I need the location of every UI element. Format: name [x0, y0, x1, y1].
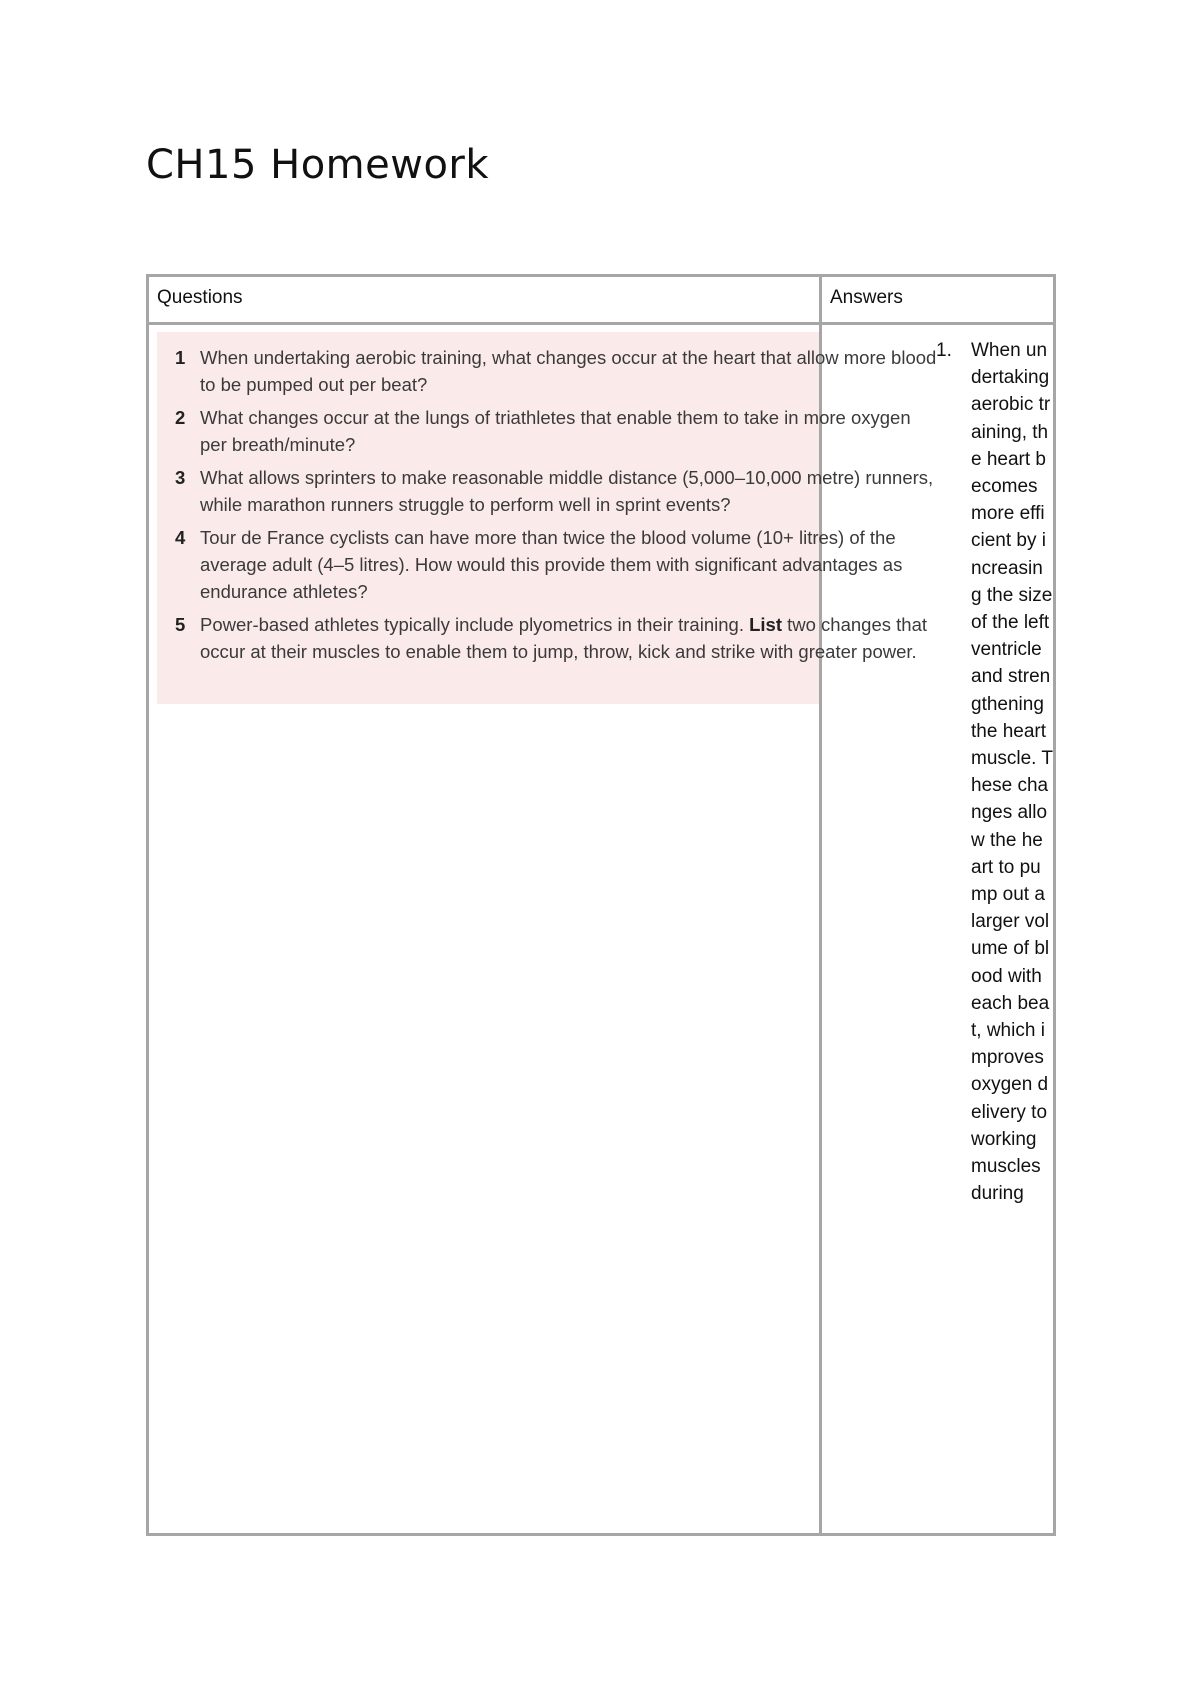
questions-header: Questions: [157, 287, 243, 308]
answer-text[interactable]: When undertaking aerobic training, the heart becomes more efficient by increasing the size of the left ventricle and strengthening the heart muscle. These changes allow the heart to pump out a larger volume of blood with each beat, which improves oxygen delivery to working muscles during: [971, 340, 1054, 1205]
question-number: 1: [175, 347, 186, 368]
page-title: CH15 Homework: [146, 142, 490, 188]
question-text-part: two changes that occur at their muscles to enable them to jump, throw, kick and strike with greater power.: [200, 614, 927, 662]
question-list: [157, 332, 937, 665]
question-text: What changes occur at the lungs of triathletes that enable them to take in more oxygen per breath/minute?: [200, 407, 911, 455]
question-number: 2: [175, 407, 186, 428]
question-text: Tour de France cyclists can have more than twice the blood volume (10+ litres) of the average adult (4–5 litres). How would this provide them with significant advantages as endurance athletes?: [200, 527, 903, 602]
answer-cell[interactable]: [822, 325, 1053, 1533]
question-emphasis: List: [749, 614, 782, 635]
question-text-part: Power-based athletes typically include plyometrics in their training.: [200, 614, 744, 635]
question-number: 4: [175, 527, 186, 548]
question-text: What allows sprinters to make reasonable middle distance (5,000–10,000 metre) runners, while marathon runners struggle to perform well in sprint events?: [200, 467, 934, 515]
question-number: 3: [175, 467, 186, 488]
question-number: 5: [175, 614, 186, 635]
homework-table: [146, 274, 1056, 1536]
table-header-row: [149, 277, 1053, 325]
questions-screenshot: [157, 332, 937, 704]
question-text: When undertaking aerobic training, what changes occur at the heart that allow more blood to be pumped out per beat?: [200, 347, 937, 395]
answer-number: 1.: [936, 340, 952, 361]
question-text: [200, 614, 927, 662]
answers-header: Answers: [830, 287, 903, 308]
